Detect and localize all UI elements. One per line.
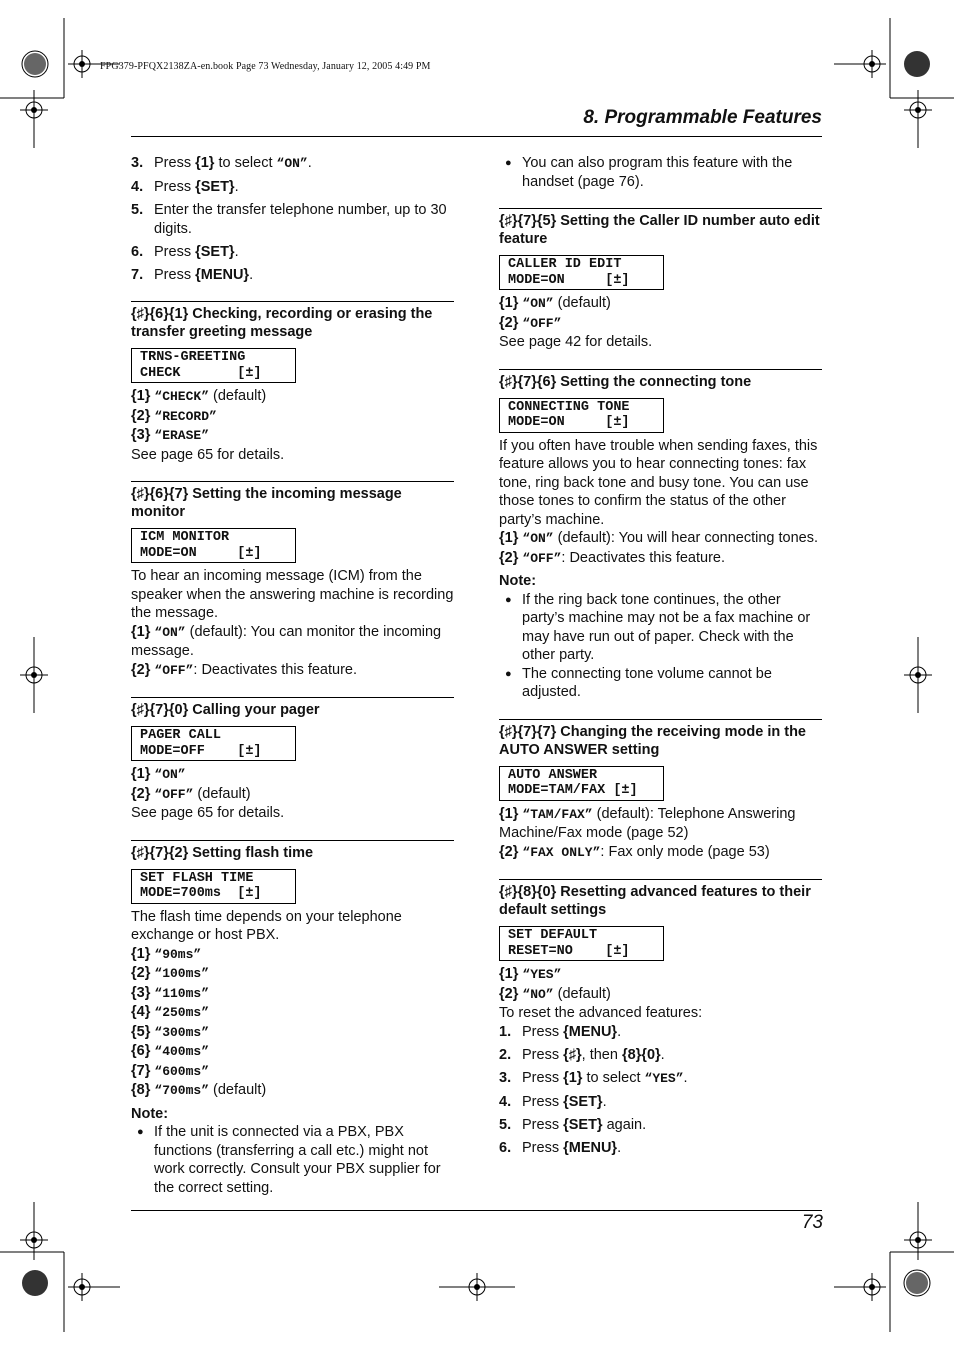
feature-block <box>499 719 822 863</box>
feature-title: {♯}{7}{5} Setting the Caller ID number auto edit feature <box>499 213 820 247</box>
lcd-display: SET DEFAULT RESET=NO [±] <box>499 926 664 961</box>
key-label: {SET} <box>563 1116 603 1133</box>
feature-block <box>499 208 822 352</box>
step-text: Press <box>154 155 196 171</box>
option-key: {2} <box>499 843 519 860</box>
key-label: {MENU} <box>563 1023 618 1040</box>
option-value: “OFF” <box>522 550 562 566</box>
option-value: “250ms” <box>154 1005 209 1020</box>
option-row <box>499 294 822 314</box>
feature-title: {♯}{7}{7} Changing the receiving mode in the AUTO ANSWER setting <box>499 723 806 758</box>
step-number: 1. <box>499 1023 512 1040</box>
feature-title: {♯}{6}{1} Checking, recording or erasing the transfer greeting message <box>131 306 433 340</box>
option-key: {2} <box>499 985 519 1002</box>
option-row <box>131 426 454 446</box>
option-value: “600ms” <box>154 1063 209 1079</box>
option-row <box>131 1042 454 1062</box>
option-key: {1} <box>131 945 151 962</box>
option-row <box>131 964 454 984</box>
feature-block <box>131 697 454 823</box>
lcd-display: ICM MONITOR MODE=ON [±] <box>131 528 296 563</box>
option-key: {1} <box>499 295 519 311</box>
lcd-display: CONNECTING TONE MODE=ON [±] <box>499 398 664 433</box>
key-label: {SET} <box>195 243 235 260</box>
feature-title: {♯}{6}{7} Setting the incoming message monitor <box>131 486 402 520</box>
option-value: “NO” <box>522 986 554 1002</box>
step-list <box>499 1023 822 1158</box>
page-number: 73 <box>801 1212 823 1233</box>
option-row <box>131 1062 454 1082</box>
option-key: {8} <box>131 1082 151 1098</box>
step-item <box>499 1046 822 1065</box>
option-value: “ON” <box>154 624 186 640</box>
header-rule <box>131 136 822 137</box>
option-key: {1} <box>131 766 151 782</box>
feature-description: If you often have trouble when sending faxes, this feature allows you to hear connecting tones: fax tone, ring back tone and busy tone. You can use those tones to confirm the status of the other party’s machine. <box>499 437 818 528</box>
key-label: {MENU} <box>195 266 250 283</box>
option-row <box>131 623 454 661</box>
option-key: {1} <box>499 966 519 982</box>
feature-block <box>499 369 822 702</box>
option-text: : Deactivates this feature. <box>561 549 726 566</box>
feature-description: The flash time depends on your telephone exchange or host PBX. <box>131 908 402 943</box>
option-row <box>499 965 822 985</box>
feature-block <box>131 481 454 680</box>
lcd-display: AUTO ANSWER MODE=TAM/FAX [±] <box>499 766 664 801</box>
option-value: “400ms” <box>154 1044 209 1059</box>
option-key: {2} <box>131 407 151 424</box>
option-key: {7} <box>131 1062 151 1079</box>
step-number: 7. <box>131 266 144 283</box>
step-number: 3. <box>499 1069 512 1086</box>
option-text: (default) <box>553 985 611 1002</box>
feature-title: {♯}{7}{2} Setting flash time <box>131 844 314 861</box>
step-item <box>499 1139 822 1158</box>
step-text: Press <box>522 1023 564 1040</box>
option-key: {3} <box>131 427 151 443</box>
option-row <box>499 843 822 863</box>
option-text: (default): You will hear connecting tones. <box>553 530 819 546</box>
step-item <box>499 1023 822 1042</box>
feature-after-text: To reset the advanced features: <box>499 1005 703 1021</box>
step-text: again <box>602 1116 643 1133</box>
option-text: (default): Telephone Answering Machine/Fax mode (page 52) <box>499 805 796 841</box>
option-text: (default) <box>553 295 611 311</box>
option-value: “OFF” <box>154 662 194 678</box>
lcd-display: CALLER ID EDIT MODE=ON [±] <box>499 255 664 290</box>
left-column <box>131 154 454 1197</box>
option-value: “90ms” <box>154 946 202 962</box>
step-text: to select <box>214 155 277 171</box>
option-key: {4} <box>131 1004 151 1020</box>
key-label: {1} <box>195 155 215 171</box>
option-value: “100ms” <box>154 966 209 981</box>
feature-block <box>131 301 454 464</box>
option-key: {2} <box>131 785 151 802</box>
step-text: Press <box>154 266 196 283</box>
step-text: . <box>602 1093 607 1110</box>
step-text: Enter the transfer telephone number, up to 30 digits. <box>154 202 447 237</box>
step-number: 3. <box>131 155 144 171</box>
feature-after-text: See page 65 for details. <box>131 446 285 463</box>
step-item <box>131 201 454 238</box>
option-row <box>499 805 822 843</box>
book-file-line: FPG379-PFQX2138ZA-en.book Page 73 Wednesday, January 12, 2005 4:49 PM <box>100 61 431 72</box>
step-list <box>131 154 454 284</box>
option-row <box>131 387 454 407</box>
feature-title: {♯}{8}{0} Resetting advanced features to their default settings <box>499 884 811 918</box>
feature-title: {♯}{7}{6} Setting the connecting tone <box>499 373 752 390</box>
note-list <box>131 1123 454 1197</box>
step-text: . <box>617 1023 622 1040</box>
option-key: {3} <box>131 984 151 1001</box>
option-row <box>499 529 822 549</box>
option-value: “YES” <box>522 967 562 982</box>
option-key: {2} <box>499 549 519 566</box>
option-text: (default) <box>193 785 251 802</box>
option-key: {1} <box>131 623 151 640</box>
section-title: 8. Programmable Features <box>583 107 822 128</box>
option-key: {6} <box>131 1043 151 1059</box>
option-value: “FAX ONLY” <box>522 844 601 860</box>
option-value: “OFF” <box>154 786 194 802</box>
option-key: {2} <box>131 965 151 981</box>
step-text: . <box>234 243 239 260</box>
step-text: Press <box>154 243 196 260</box>
note-list <box>499 591 822 702</box>
option-row <box>131 785 454 805</box>
option-value: “CHECK” <box>154 389 209 404</box>
intro-bullet-list <box>499 154 822 191</box>
feature-block <box>131 840 454 1198</box>
step-item <box>131 154 454 174</box>
option-row <box>131 1003 454 1023</box>
step-text: . <box>617 1139 622 1156</box>
option-text: : Deactivates this feature. <box>193 661 358 678</box>
option-key: {5} <box>131 1023 151 1040</box>
step-number: 6. <box>499 1139 512 1156</box>
key-label: {1} <box>563 1069 583 1086</box>
option-value: “TAM/FAX” <box>522 806 593 822</box>
option-value: “ERASE” <box>154 428 209 443</box>
right-column <box>499 154 822 1162</box>
feature-after-text: See page 42 for details. <box>499 334 653 350</box>
option-text: : Fax only mode (page 53) <box>600 843 770 860</box>
step-item <box>131 178 454 197</box>
key-label: {MENU} <box>563 1139 618 1156</box>
key-label: {♯} <box>563 1046 582 1063</box>
option-row <box>131 661 454 681</box>
option-row <box>499 314 822 334</box>
option-row <box>131 984 454 1004</box>
lcd-display: TRNS-GREETING CHECK [±] <box>131 348 296 383</box>
key-label: {8}{0} <box>621 1046 661 1063</box>
step-text: , then <box>581 1046 622 1063</box>
option-row <box>131 765 454 785</box>
step-text: Press <box>154 179 196 195</box>
option-key: {2} <box>131 661 151 678</box>
step-text: Press <box>522 1116 564 1133</box>
lcd-display: SET FLASH TIME MODE=700ms [±] <box>131 869 296 904</box>
display-value: “YES” <box>644 1070 684 1086</box>
option-text: (default) <box>209 388 267 404</box>
note-item: ● The connecting tone volume cannot be adjusted. <box>499 665 822 702</box>
step-number: 4. <box>131 179 144 195</box>
step-item <box>499 1093 822 1112</box>
option-row <box>131 407 454 427</box>
step-number: 5. <box>131 202 144 218</box>
step-number: 6. <box>131 243 144 260</box>
step-number: 2. <box>499 1046 512 1063</box>
note-item: ● If the unit is connected via a PBX, PBX functions (transferring a call etc.) might not work correctly. Consult your PBX supplier for the correct setting. <box>131 1123 454 1197</box>
key-label: {SET} <box>563 1093 603 1110</box>
option-text: (default) <box>209 1082 267 1098</box>
option-row <box>499 985 822 1005</box>
step-text: Press <box>522 1046 564 1063</box>
option-value: “300ms” <box>154 1024 209 1040</box>
step-text: . <box>642 1116 647 1133</box>
option-text: (default): You can monitor the incoming message. <box>131 623 442 659</box>
step-item <box>499 1116 822 1135</box>
option-value: “OFF” <box>522 315 562 331</box>
feature-title: {♯}{7}{0} Calling your pager <box>131 702 320 718</box>
option-value: “ON” <box>522 296 554 311</box>
step-text: . <box>683 1069 688 1086</box>
option-key: {1} <box>499 805 519 822</box>
step-text: Press <box>522 1093 564 1110</box>
step-item <box>131 266 454 285</box>
feature-description: To hear an incoming message (ICM) from the speaker when the answering machine is recording the message. <box>131 568 454 621</box>
step-text: . <box>660 1046 665 1063</box>
step-item <box>499 1069 822 1089</box>
step-number: 4. <box>499 1093 512 1110</box>
option-row <box>131 1081 454 1101</box>
option-row <box>131 945 454 965</box>
note-heading: Note: <box>499 573 537 589</box>
key-label: {SET} <box>195 179 235 195</box>
option-value: “RECORD” <box>154 408 217 424</box>
option-value: “110ms” <box>154 985 209 1001</box>
step-text: Press <box>522 1069 564 1086</box>
option-key: {1} <box>499 530 519 546</box>
step-text: Press <box>522 1139 564 1156</box>
step-text: . <box>234 179 239 195</box>
option-key: {1} <box>131 388 151 404</box>
option-row <box>499 549 822 569</box>
footer-rule <box>131 1210 822 1211</box>
lcd-display: PAGER CALL MODE=OFF [±] <box>131 726 296 761</box>
step-text: to select <box>582 1069 645 1086</box>
step-number: 5. <box>499 1116 512 1133</box>
step-text: . <box>307 155 312 171</box>
note-item: ● If the ring back tone continues, the other party’s machine may not be a fax machine or may have run out of paper. Check with the other party. <box>499 591 822 665</box>
option-row <box>131 1023 454 1043</box>
step-item <box>131 243 454 262</box>
note-heading: Note: <box>131 1105 169 1122</box>
intro-bullet: ● You can also program this feature with the handset (page 76). <box>499 154 822 191</box>
display-value: “ON” <box>276 156 308 171</box>
option-key: {2} <box>499 314 519 331</box>
step-text: . <box>249 266 254 283</box>
feature-after-text: See page 65 for details. <box>131 805 285 821</box>
option-value: “ON” <box>154 767 186 782</box>
option-value: “700ms” <box>154 1083 209 1098</box>
feature-block <box>499 879 822 1157</box>
option-value: “ON” <box>522 531 554 546</box>
